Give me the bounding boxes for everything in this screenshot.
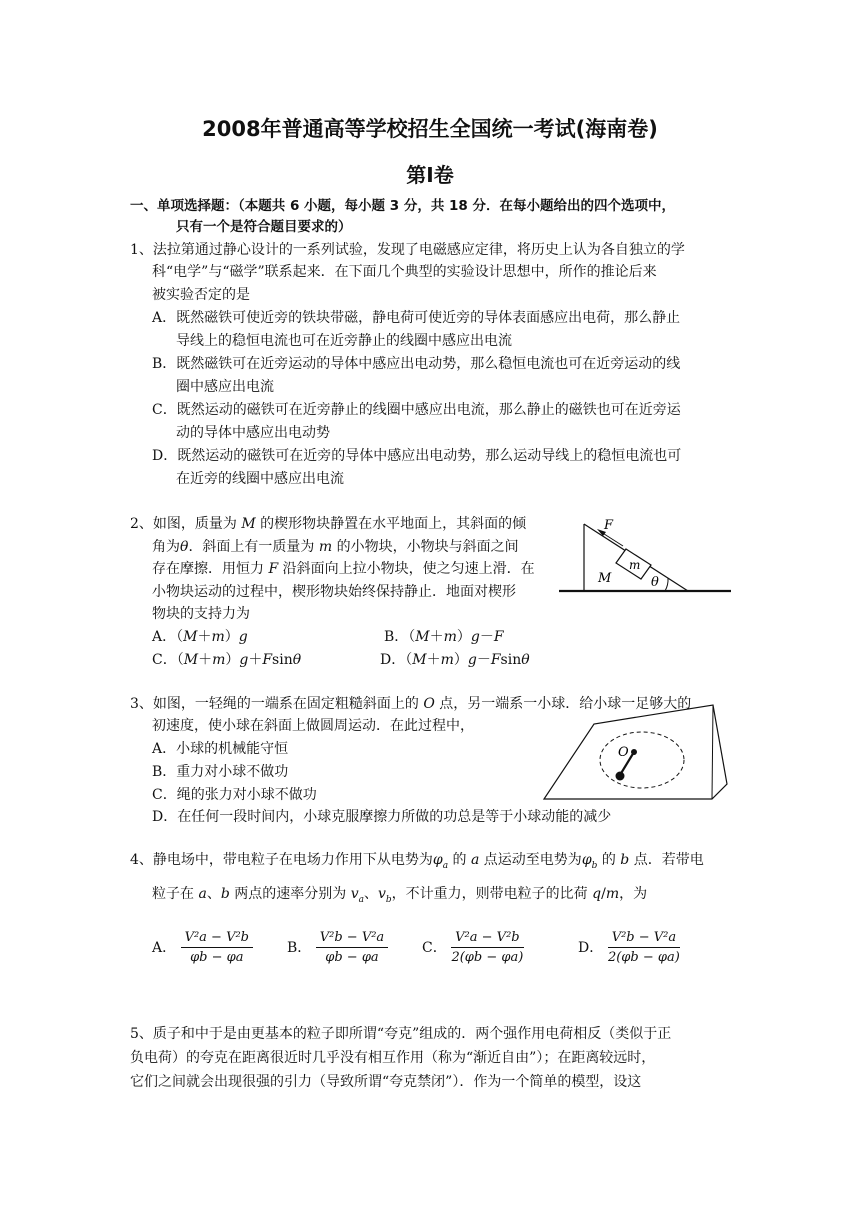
q4-option-a: A． $\frac{\text{V²a − V²b}}{\varphi b - \varphi a}$ bbox=[152, 929, 253, 967]
q1-option-d-cont: 在近旁的线圈中感应出电流 bbox=[176, 471, 344, 487]
pivot-label: O bbox=[618, 745, 629, 760]
q2-option-c: C．（M＋m）g＋Fsinθ bbox=[152, 652, 302, 668]
q1-option-b: B．既然磁铁可在近旁运动的导体中感应出电动势，那么稳恒电流也可在近旁运动的线 bbox=[152, 356, 681, 372]
angle-arc bbox=[665, 578, 668, 591]
incline-edge bbox=[712, 705, 713, 799]
ball bbox=[616, 772, 625, 781]
section-heading: 一、单项选择题：（本题共 6 小题，每小题 3 分，共 18 分．在每小题给出的四个选项中， bbox=[130, 198, 676, 214]
force-label: F bbox=[604, 518, 614, 533]
q3-stem-line: 3、如图，一轻绳的一端系在固定粗糙斜面上的 O 点，另一端系一小球．给小球一足够大的 bbox=[130, 696, 692, 712]
q1-option-c-cont: 动的导体中感应出电动势 bbox=[176, 425, 330, 441]
block-mass-label: m bbox=[629, 558, 641, 572]
q3-option-b: B．重力对小球不做功 bbox=[152, 764, 289, 780]
wedge-mass-label: M bbox=[598, 571, 612, 586]
q1-stem-line: 科“电学”与“磁学”联系起来．在下面几个典型的实验设计思想中，所作的推论后来 bbox=[152, 264, 657, 280]
q3-option-d: D．在任何一段时间内，小球克服摩擦力所做的功总是等于小球动能的减少 bbox=[152, 809, 612, 825]
q1-stem-line: 1、法拉第通过静心设计的一系列试验，发现了电磁感应定律，将历史上认为各自独立的学 bbox=[130, 242, 685, 258]
q3-stem-line: 初速度，使小球在斜面上做圆周运动．在此过程中， bbox=[152, 718, 474, 734]
q1-option-a-cont: 导线上的稳恒电流也可在近旁静止的线圈中感应出电流 bbox=[176, 333, 512, 349]
q2-option-a: A．（M＋m）g bbox=[152, 629, 248, 645]
q2-stem-line: 角为θ．斜面上有一质量为 m 的小物块，小物块与斜面之间 bbox=[152, 539, 519, 555]
q2-stem-line: 小物块运动的过程中，楔形物块始终保持静止．地面对楔形 bbox=[152, 584, 516, 600]
q1-option-c: C．既然运动的磁铁可在近旁静止的线圈中感应出电流，那么静止的磁铁也可在近旁运 bbox=[152, 402, 681, 418]
q5-stem-line: 它们之间就会出现很强的引力（导致所谓“夸克禁闭”）．作为一个简单的模型，设这 bbox=[130, 1074, 642, 1090]
q2-stem-line: 物块的支持力为 bbox=[152, 606, 250, 622]
pivot-point bbox=[631, 749, 637, 755]
q2-stem-line: 存在摩擦．用恒力 F 沿斜面向上拉小物块，使之匀速上滑．在 bbox=[152, 561, 535, 577]
incline-figure bbox=[540, 700, 730, 804]
exam-title: 2008年普通高等学校招生全国统一考试(海南卷) bbox=[202, 117, 658, 141]
q5-stem-line: 5、质子和中于是由更基本的粒子即所谓“夸克”组成的．两个强作用电荷相反（类似于正 bbox=[130, 1026, 672, 1042]
wedge-figure bbox=[556, 512, 734, 598]
q3-option-a: A．小球的机械能守恒 bbox=[152, 741, 289, 757]
angle-label: θ bbox=[651, 575, 659, 590]
q1-option-a: A．既然磁铁可使近旁的铁块带磁，静电荷可使近旁的导体表面感应出电荷，那么静止 bbox=[152, 310, 681, 326]
q4-option-b: B． $\frac{\text{V²b − V²a}}{\varphi b - \varphi a}$ bbox=[287, 929, 388, 967]
formula-b: $\frac{\text{V²b − V²a}}{\varphi b - \varphi a}$ bbox=[316, 930, 388, 967]
q5-stem-line: 负电荷）的夸克在距离很近时几乎没有相互作用（称为“渐近自由”）；在距离较远时， bbox=[130, 1050, 656, 1066]
formula-a: $\frac{\text{V²a − V²b}}{\varphi b - \varphi a}$ bbox=[181, 930, 253, 967]
q3-option-c: C．绳的张力对小球不做功 bbox=[152, 787, 317, 803]
formula-d: $\frac{\text{V²b − V²a}}{2(\varphi b - \varphi a)}$ bbox=[607, 929, 680, 965]
q4-option-d: D． $\frac{\text{V²b − V²a}}{2(\varphi b - \varphi a)}$ bbox=[578, 929, 680, 965]
q2-option-b: B．（M＋m）g－F bbox=[384, 629, 504, 645]
q1-stem-line: 被实验否定的是 bbox=[152, 287, 250, 303]
volume-title: 第Ⅰ卷 bbox=[406, 163, 454, 187]
q2-stem-line: 2、如图，质量为 M 的楔形物块静置在水平地面上，其斜面的倾 bbox=[130, 516, 527, 532]
q4-stem-line: 4、静电场中，带电粒子在电场力作用下从电势为$\varphi_a$ 的 a 点运动至电势为$\varphi_b$ 的 b 点．若带电 bbox=[130, 852, 704, 871]
formula-c: $\frac{\text{V²a − V²b}}{2(\varphi b - \varphi a)}$ bbox=[451, 929, 524, 965]
q1-option-b-cont: 圈中感应出电流 bbox=[176, 379, 274, 395]
q1-option-d: D．既然运动的磁铁可在近旁的导体中感应出电动势，那么运动导线上的稳恒电流也可 bbox=[152, 448, 682, 464]
q2-option-d: D．（M＋m）g－Fsinθ bbox=[380, 652, 530, 668]
section-heading-cont: 只有一个是符合题目要求的） bbox=[176, 219, 352, 235]
circular-path bbox=[600, 732, 684, 788]
q4-stem-line: 粒子在 a、b 两点的速率分别为 $v_a$、$v_b$，不计重力，则带电粒子的比荷 q/m，为 bbox=[152, 886, 648, 905]
q4-option-c: C． $\frac{\text{V²a − V²b}}{2(\varphi b - \varphi a)}$ bbox=[422, 929, 524, 965]
